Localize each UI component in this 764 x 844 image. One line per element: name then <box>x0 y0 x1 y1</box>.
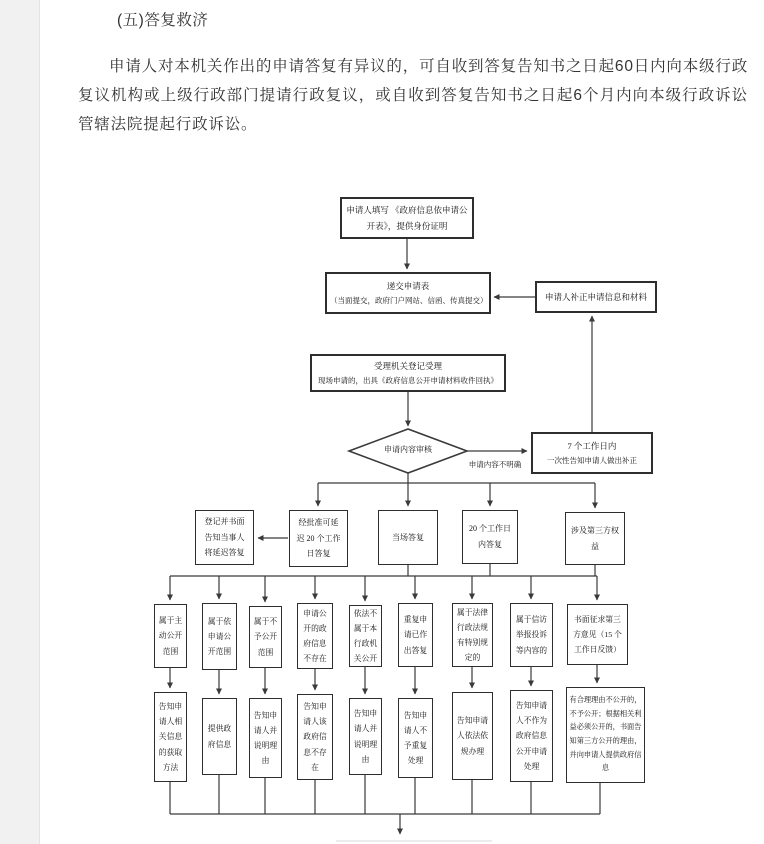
flow-node-case-not-exist: 申请公开的政府信息不存在 <box>297 603 333 669</box>
flow-node-start: 申请人填写 《政府信息依申请公开表》，提供身份证明 <box>340 197 474 239</box>
flow-node-outcome-explain-reason-2: 告知申请人并说明理由 <box>349 698 382 775</box>
flow-node-approved-delay: 经批准可延迟 20 个工作日答复 <box>289 510 348 567</box>
flow-edge-label-unclear: 申请内容不明确 <box>468 460 522 469</box>
flow-decision-review: 申请内容审核 <box>384 445 432 454</box>
flow-node-outcome-third-party-result: 有合理理由不公开的，不予公开；根据相关利益必须公开的，书面告知第三方公开的理由，并向申请人提供政府信息 <box>566 687 645 783</box>
flow-node-outcome-explain-reason-1: 告知申请人并说明理由 <box>249 698 282 778</box>
flow-node-accept-title: 受理机关登记受理 <box>373 361 442 372</box>
flow-node-case-other-agency: 依法不属于本行政机关公开 <box>349 605 382 667</box>
flow-node-submit-sub: （当面提交，政府门户网站、信函、传真提交） <box>330 296 488 306</box>
flow-node-outcome-not-treated-as-request: 告知申请人不作为政府信息公开申请处理 <box>510 690 553 782</box>
flow-node-seven-days-title: 7 个工作日内 <box>567 441 617 452</box>
flow-node-supplement: 申请人补正申请信息和材料 <box>535 281 657 313</box>
flow-node-outcome-how-to-obtain: 告知申请人相关信息的获取方法 <box>154 692 187 782</box>
flow-node-onspot-reply: 当场答复 <box>378 510 438 565</box>
flow-node-case-petition: 属于信访举报投诉等内容的 <box>510 603 553 667</box>
flow-node-submit-title: 递交申请表 <box>386 281 430 292</box>
flow-node-seven-days <box>531 432 653 474</box>
flow-node-case-on-request: 属于依申请公开范围 <box>202 603 237 670</box>
flow-node-outcome-no-repeat: 告知申请人不予重复处理 <box>398 698 433 778</box>
flow-node-case-not-disclosed: 属于不予公开范围 <box>249 606 282 668</box>
flow-node-outcome-provide-info: 提供政府信息 <box>202 698 237 775</box>
flow-node-reply-20-days: 20 个工作日内答复 <box>462 510 518 564</box>
flow-node-register-delay-notice: 登记并书面告知当事人将延迟答复 <box>195 510 254 565</box>
flow-node-accept <box>310 354 506 392</box>
flow-node-case-third-party-opinion: 书面征求第三方意见（15 个工作日反馈） <box>567 604 628 665</box>
flow-node-seven-days-sub: 一次性告知申请人做出补正 <box>547 456 637 466</box>
section-heading: (五)答复救济 <box>117 12 209 29</box>
flow-node-case-proactive: 属于主动公开范围 <box>154 604 187 668</box>
flow-node-case-special-law: 属于法律行政法规有特别规定的 <box>452 603 493 667</box>
flow-node-third-party: 涉及第三方权益 <box>565 512 625 565</box>
body-paragraph: 申请人对本机关作出的申请答复有异议的，可自收到答复告知书之日起60日内向本级行政复议机构或上级行政部门提请行政复议，或自收到答复告知书之日起6个月内向本级行政诉讼管辖法院提起行政诉讼。 <box>78 58 748 133</box>
flow-node-submit <box>325 272 491 314</box>
flow-node-outcome-per-law: 告知申请人依法依规办理 <box>452 692 493 780</box>
flow-node-accept-sub: 现场申请的，出具《政府信息公开申请材料收件回执》 <box>318 376 498 386</box>
flow-node-outcome-not-exist: 告知申请人该政府信息不存在 <box>297 694 333 780</box>
flow-node-case-repeat: 重复申请已作出答复 <box>398 603 433 667</box>
